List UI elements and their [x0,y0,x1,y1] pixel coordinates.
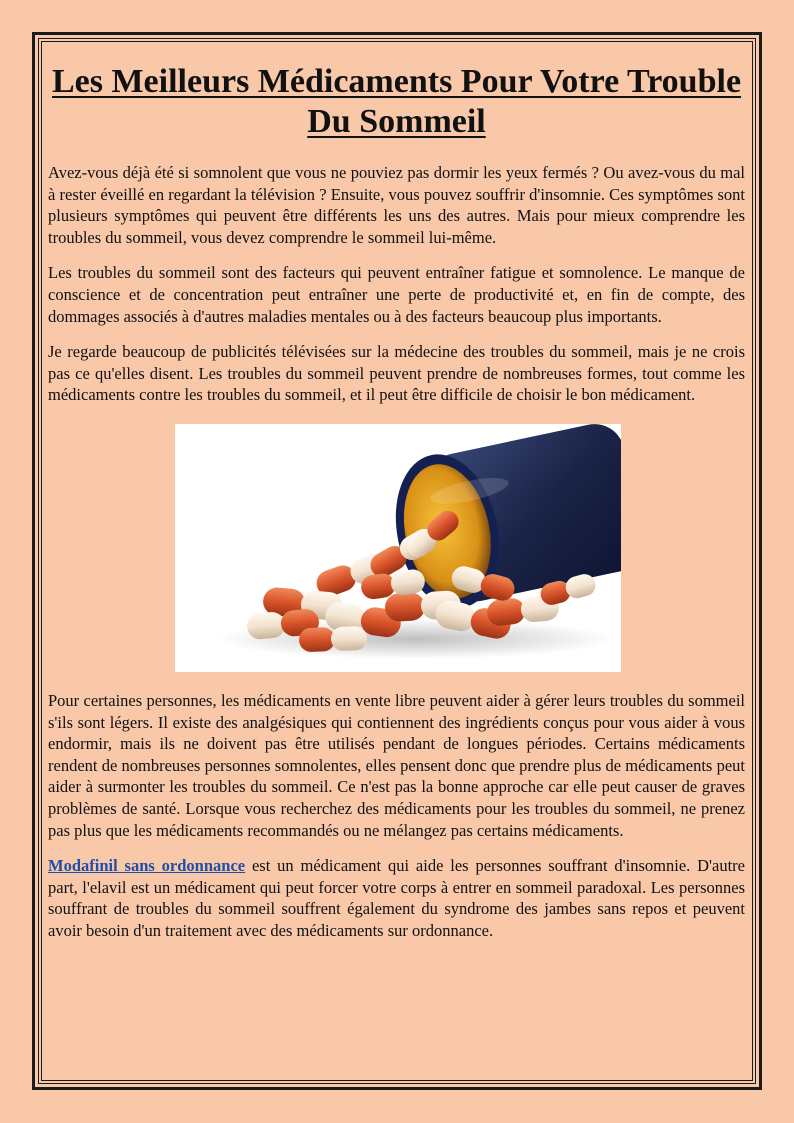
pill-bottle-image [175,424,621,672]
page-title: Les Meilleurs Médicaments Pour Votre Trouble Du Sommeil [51,63,742,140]
paragraph-1: Avez-vous déjà été si somnolent que vous ne pouviez pas dormir les yeux fermés ? Ou avez-vous du mal à rester éveillé en regardant la télévision ? Ensuite, vous pouvez souffrir d'insomnie. Ces symptômes sont plusieurs symptômes qui peuvent être différents les uns des autres. Mais pour mieux comprendre les troubles du sommeil, vous devez comprendre le sommeil lui-même. [48,163,745,247]
document-body [48,62,745,955]
paragraph-5-text: est un médicament qui aide les personnes souffrant d'insomnie. D'autre part, l'elavil est un médicament qui peut forcer votre corps à entrer en sommeil paradoxal. Les personnes souffrant de troubles du sommeil souffrent également du syndrome des jambes sans repos et peuvent avoir besoin d'un traitement avec des médicaments sur ordonnance. [48,856,745,940]
modafinil-link[interactable]: Modafinil sans ordonnance [48,856,246,876]
paragraph-3: Je regarde beaucoup de publicités télévisées sur la médecine des troubles du sommeil, mais je ne crois pas ce qu'elles disent. Les troubles du sommeil peuvent prendre de nombreuses formes, tout comme les médicaments contre les troubles du sommeil, et il peut être difficile de choisir le bon médicament. [48,342,745,405]
pill-bottle-illustration [175,424,621,672]
paragraph-5 [48,855,745,941]
paragraph-4: Pour certaines personnes, les médicaments en vente libre peuvent aider à gérer leurs troubles du sommeil s'ils sont légers. Il existe des analgésiques qui contiennent des ingrédients conçus pour vous aider à vous endormir, mais ils ne doivent pas être utilisés pendant de longues périodes. Certains médicaments rendent de nombreuses personnes somnolentes, elles pensent donc que prendre plus de médicaments peut aider à surmonter les troubles du sommeil. Ce n'est pas la bonne approche car elle peut causer de graves problèmes de santé. Lorsque vous recherchez des médicaments pour les troubles du sommeil, ne prenez pas plus que les médicaments recommandés ou ne mélangez pas certains médicaments. [48,690,745,840]
paragraph-2: Les troubles du sommeil sont des facteurs qui peuvent entraîner fatigue et somnolence. Le manque de conscience et de concentration peut entraîner une perte de productivité et, en fin de compte, des dommages associés à d'autres maladies mentales ou à des facteurs beaucoup plus importants. [48,263,745,326]
